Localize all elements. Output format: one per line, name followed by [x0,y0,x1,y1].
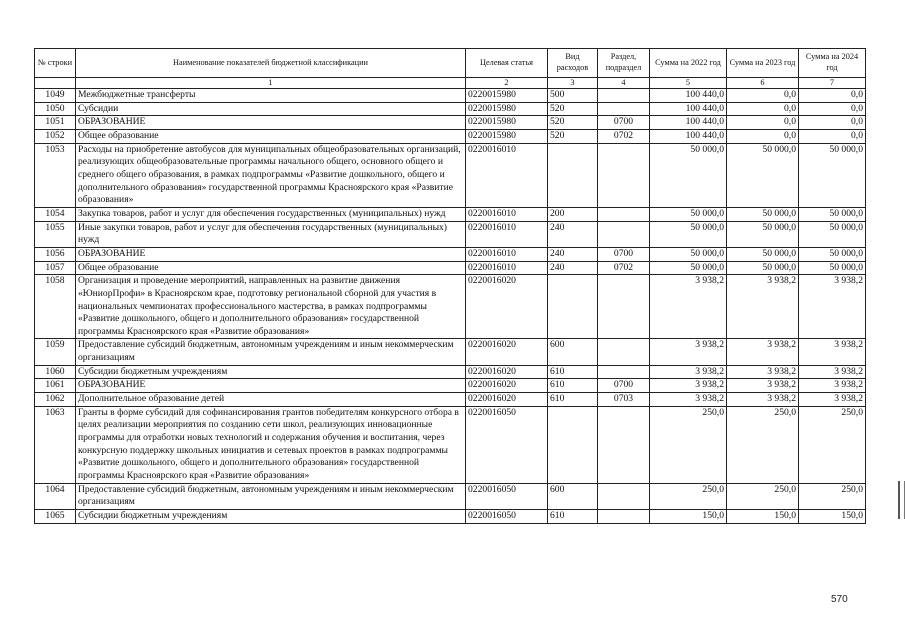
row-sum-2023: 3 938,2 [727,275,799,339]
row-sum-2022: 50 000,0 [650,143,727,207]
row-sum-2024: 3 938,2 [799,393,866,407]
row-target-article: 0220015980 [466,89,548,103]
row-section [598,221,650,247]
row-sum-2024: 50 000,0 [799,261,866,275]
row-section [598,510,650,524]
row-sum-2023: 3 938,2 [727,339,799,365]
row-expense-type: 610 [548,379,598,393]
budget-table [34,48,866,524]
row-section [598,143,650,207]
row-sum-2022: 3 938,2 [650,365,727,379]
row-sum-2022: 3 938,2 [650,393,727,407]
column-number: 2 [466,78,548,89]
row-sum-2024: 0,0 [799,116,866,130]
row-section: 0702 [598,261,650,275]
row-number: 1060 [35,365,76,379]
row-section [598,275,650,339]
row-section: 0700 [598,247,650,261]
row-expense-type: 500 [548,89,598,103]
row-sum-2023: 150,0 [727,510,799,524]
row-section: 0702 [598,129,650,143]
row-number: 1059 [35,339,76,365]
row-target-article: 0220016010 [466,207,548,221]
row-sum-2022: 50 000,0 [650,247,727,261]
row-number: 1062 [35,393,76,407]
table-row [35,261,866,275]
row-number: 1052 [35,129,76,143]
row-target-article: 0220016010 [466,261,548,275]
row-sum-2023: 50 000,0 [727,143,799,207]
column-number: 4 [598,78,650,89]
row-sum-2023: 0,0 [727,102,799,116]
row-section: 0703 [598,393,650,407]
row-expense-type: 600 [548,483,598,509]
row-sum-2022: 150,0 [650,510,727,524]
table-header [35,49,866,89]
row-section [598,483,650,509]
row-sum-2023: 0,0 [727,129,799,143]
row-name: Субсидии бюджетным учреждениям [76,365,466,379]
row-section [598,102,650,116]
row-target-article: 0220016020 [466,379,548,393]
row-sum-2024: 0,0 [799,129,866,143]
row-sum-2024: 3 938,2 [799,379,866,393]
row-target-article: 0220016050 [466,510,548,524]
row-name: Субсидии [76,102,466,116]
row-section: 0700 [598,116,650,130]
header-name: Наименование показателей бюджетной классификации [76,49,466,78]
header-razdel: Раздел, подраздел [598,49,650,78]
row-target-article: 0220015980 [466,116,548,130]
row-sum-2024: 250,0 [799,483,866,509]
row-sum-2022: 3 938,2 [650,275,727,339]
row-sum-2023: 50 000,0 [727,221,799,247]
row-sum-2022: 100 440,0 [650,102,727,116]
row-expense-type: 610 [548,365,598,379]
header-sum-2024: Сумма на 2024 год [799,49,866,78]
row-sum-2024: 3 938,2 [799,275,866,339]
row-section [598,406,650,483]
row-expense-type [548,143,598,207]
row-sum-2024: 50 000,0 [799,143,866,207]
row-sum-2024: 50 000,0 [799,207,866,221]
column-number: 3 [548,78,598,89]
column-number: 6 [727,78,799,89]
row-sum-2022: 250,0 [650,483,727,509]
row-expense-type [548,406,598,483]
row-sum-2022: 100 440,0 [650,116,727,130]
table-row [35,129,866,143]
row-target-article: 0220016020 [466,339,548,365]
row-sum-2022: 100 440,0 [650,129,727,143]
table-row [35,393,866,407]
row-number: 1063 [35,406,76,483]
row-target-article: 0220016010 [466,143,548,207]
row-name: ОБРАЗОВАНИЕ [76,247,466,261]
row-expense-type: 610 [548,393,598,407]
row-expense-type: 240 [548,261,598,275]
row-sum-2023: 50 000,0 [727,261,799,275]
row-sum-2024: 50 000,0 [799,221,866,247]
row-name: Дополнительное образование детей [76,393,466,407]
row-sum-2022: 50 000,0 [650,261,727,275]
row-expense-type: 520 [548,129,598,143]
table-row [35,510,866,524]
table-row [35,483,866,509]
row-target-article: 0220016050 [466,406,548,483]
row-sum-2022: 3 938,2 [650,339,727,365]
column-number: 7 [799,78,866,89]
row-section: 0700 [598,379,650,393]
row-sum-2024: 3 938,2 [799,365,866,379]
row-name: Гранты в форме субсидий для софинансирования грантов победителям конкурсного отбора в целях реализации мероприятия по созданию сети школ, реализующих инновационные программы для отработки новых технологий и содержания обучения и воспитания, через конкурсную поддержку школьных инициатив и сетевых проектов в рамках подпрограммы «Развитие дошкольного, общего и дополнительного образования» государственной программы Красноярского края «Развитие образования» [76,406,466,483]
row-sum-2023: 3 938,2 [727,393,799,407]
column-number: 1 [76,78,466,89]
row-target-article: 0220016020 [466,275,548,339]
row-number: 1053 [35,143,76,207]
row-expense-type: 520 [548,102,598,116]
header-vid: Вид расходов [548,49,598,78]
row-name: Расходы на приобретение автобусов для муниципальных общеобразовательных организаций, реализующих общеобразовательные программы начального общего, основного общего и среднего общего образования, в рамках подпрограммы «Развитие дошкольного, общего и дополнительного образования» государственной программы Красноярского края «Развитие образования» [76,143,466,207]
header-sum-2023: Сумма на 2023 год [727,49,799,78]
row-expense-type: 520 [548,116,598,130]
row-section [598,207,650,221]
row-sum-2022: 3 938,2 [650,379,727,393]
row-number: 1064 [35,483,76,509]
row-section [598,339,650,365]
row-number: 1065 [35,510,76,524]
row-name: Общее образование [76,261,466,275]
row-sum-2024: 3 938,2 [799,339,866,365]
row-sum-2023: 250,0 [727,406,799,483]
row-number: 1050 [35,102,76,116]
row-sum-2023: 50 000,0 [727,207,799,221]
row-sum-2024: 0,0 [799,89,866,103]
table-row [35,275,866,339]
row-number: 1054 [35,207,76,221]
row-target-article: 0220016010 [466,247,548,261]
row-expense-type: 240 [548,221,598,247]
row-expense-type: 600 [548,339,598,365]
row-name: Предоставление субсидий бюджетным, автономным учреждениям и иным некоммерческим организациям [76,483,466,509]
row-sum-2022: 250,0 [650,406,727,483]
row-sum-2023: 0,0 [727,89,799,103]
table-row [35,247,866,261]
column-number: 5 [650,78,727,89]
row-name: Иные закупки товаров, работ и услуг для обеспечения государственных (муниципальных) нужд [76,221,466,247]
header-num: № строки [35,49,76,78]
row-target-article: 0220016020 [466,365,548,379]
row-name: ОБРАЗОВАНИЕ [76,379,466,393]
table-row [35,102,866,116]
row-expense-type: 200 [548,207,598,221]
column-number [35,78,76,89]
row-name: Межбюджетные трансферты [76,89,466,103]
row-name: Организация и проведение мероприятий, направленных на развитие движения «ЮниорПрофи» в Красноярском крае, подготовку региональной сборной для участия в национальных чемпионатах профессионального мастерства, в рамках подпрограммы «Развитие дошкольного, общего и дополнительного образования» государственной программы Красноярского края «Развитие образования» [76,275,466,339]
table-row [35,379,866,393]
header-target: Целевая статья [466,49,548,78]
row-section [598,365,650,379]
row-sum-2023: 250,0 [727,483,799,509]
table-row [35,207,866,221]
table-row [35,89,866,103]
table-row [35,339,866,365]
row-target-article: 0220015980 [466,129,548,143]
table-row [35,221,866,247]
row-name: ОБРАЗОВАНИЕ [76,116,466,130]
row-name: Закупка товаров, работ и услуг для обеспечения государственных (муниципальных) нужд [76,207,466,221]
row-sum-2024: 50 000,0 [799,247,866,261]
table-row [35,143,866,207]
page-number: 570 [831,594,848,605]
row-target-article: 0220016050 [466,483,548,509]
table-row [35,365,866,379]
row-sum-2023: 0,0 [727,116,799,130]
row-target-article: 0220015980 [466,102,548,116]
header-sum-2022: Сумма на 2022 год [650,49,727,78]
row-number: 1049 [35,89,76,103]
row-sum-2024: 0,0 [799,102,866,116]
row-name: Субсидии бюджетным учреждениям [76,510,466,524]
row-sum-2023: 50 000,0 [727,247,799,261]
row-sum-2022: 100 440,0 [650,89,727,103]
row-expense-type [548,275,598,339]
row-name: Общее образование [76,129,466,143]
row-target-article: 0220016010 [466,221,548,247]
row-number: 1056 [35,247,76,261]
table-row [35,116,866,130]
row-sum-2023: 3 938,2 [727,379,799,393]
row-name: Предоставление субсидий бюджетным, автономным учреждениям и иным некоммерческим организациям [76,339,466,365]
row-section [598,89,650,103]
row-number: 1058 [35,275,76,339]
column-number-row [35,78,866,89]
row-number: 1057 [35,261,76,275]
row-number: 1055 [35,221,76,247]
row-expense-type: 610 [548,510,598,524]
table-body [35,89,866,524]
table-row [35,406,866,483]
binder-clip-mark [898,481,905,519]
row-expense-type: 240 [548,247,598,261]
row-number: 1061 [35,379,76,393]
row-target-article: 0220016020 [466,393,548,407]
row-sum-2022: 50 000,0 [650,207,727,221]
row-sum-2023: 3 938,2 [727,365,799,379]
row-number: 1051 [35,116,76,130]
row-sum-2024: 150,0 [799,510,866,524]
row-sum-2024: 250,0 [799,406,866,483]
row-sum-2022: 50 000,0 [650,221,727,247]
